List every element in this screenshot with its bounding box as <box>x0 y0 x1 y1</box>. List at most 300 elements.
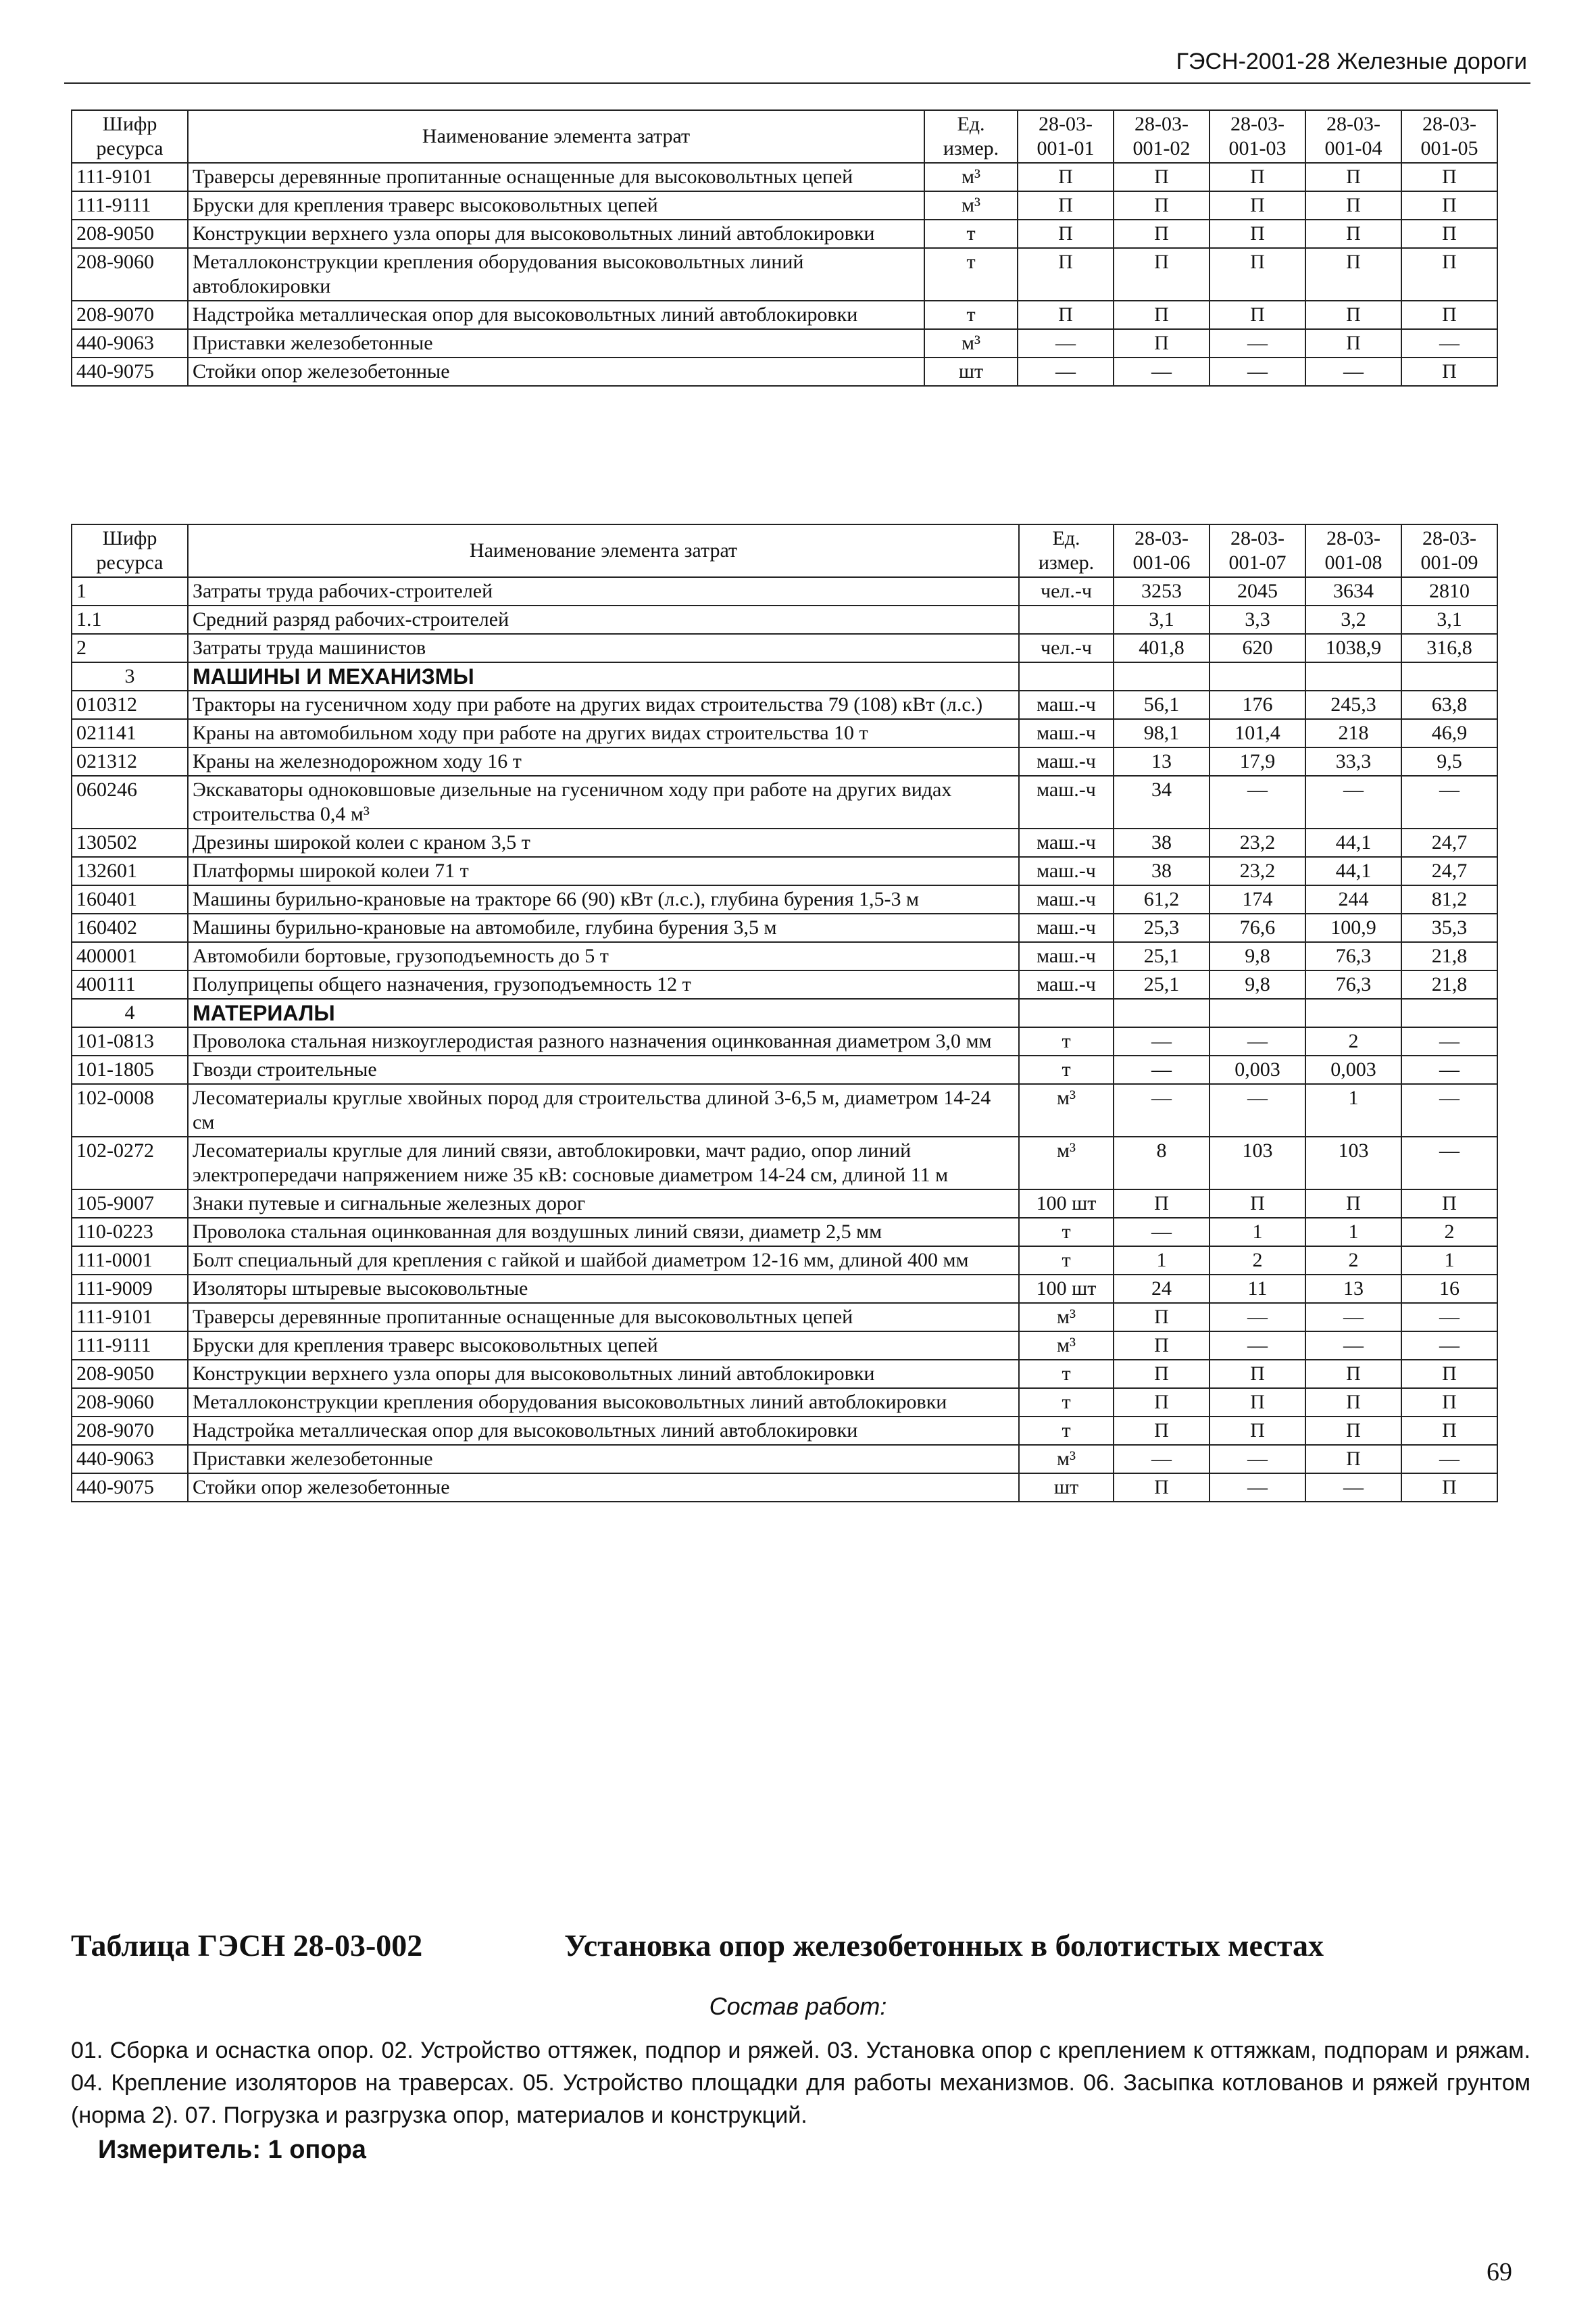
col-header-norm: 28-03-001-05 <box>1401 110 1497 163</box>
norm-value: П <box>1305 220 1401 248</box>
resource-name: Траверсы деревянные пропитанные оснащенные для высоковольтных цепей <box>188 163 924 191</box>
table-row <box>72 857 1497 885</box>
resource-code: 110-0223 <box>72 1218 188 1246</box>
norm-value: П <box>1401 358 1497 386</box>
resource-name: Проволока стальная низкоуглеродистая разного назначения оцинкованная диаметром 3,0 мм <box>188 1027 1019 1056</box>
page-number: 69 <box>1487 2258 1512 2286</box>
table-row <box>72 942 1497 970</box>
norm-value: 401,8 <box>1114 634 1210 662</box>
table-row <box>72 248 1497 301</box>
norm-value: — <box>1114 358 1210 386</box>
resource-code: 400111 <box>72 970 188 999</box>
norm-value: П <box>1401 1417 1497 1445</box>
norm-value: — <box>1305 1303 1401 1331</box>
resource-name: Стойки опор железобетонные <box>188 358 924 386</box>
norm-value: П <box>1114 1189 1210 1218</box>
norm-value: 244 <box>1305 885 1401 914</box>
norm-value: 9,8 <box>1210 942 1305 970</box>
norm-value: П <box>1305 1360 1401 1388</box>
norm-value: 2 <box>1305 1246 1401 1275</box>
table-row <box>72 1137 1497 1189</box>
table-row <box>72 1218 1497 1246</box>
resource-code: 111-9101 <box>72 1303 188 1331</box>
unit-cell: чел.-ч <box>1019 577 1114 606</box>
table-caption <box>71 1927 1530 1963</box>
table-row <box>72 970 1497 999</box>
unit-cell: м³ <box>924 163 1018 191</box>
norm-value: П <box>1018 163 1114 191</box>
resource-code: 111-9009 <box>72 1275 188 1303</box>
resource-name: Гвозди строительные <box>188 1056 1019 1084</box>
norm-value: — <box>1401 1027 1497 1056</box>
norm-value: 24 <box>1114 1275 1210 1303</box>
norm-value: 1 <box>1114 1246 1210 1275</box>
resource-name: Краны на автомобильном ходу при работе на других видах строительства 10 т <box>188 719 1019 747</box>
unit-cell <box>1019 606 1114 634</box>
resource-code: 440-9075 <box>72 1473 188 1502</box>
norm-value: П <box>1018 220 1114 248</box>
resource-code: 010312 <box>72 691 188 719</box>
unit-cell: т <box>924 248 1018 301</box>
resource-code: 101-1805 <box>72 1056 188 1084</box>
resource-code: 400001 <box>72 942 188 970</box>
norm-value: — <box>1305 358 1401 386</box>
resource-name: Дрезины широкой колеи с краном 3,5 т <box>188 829 1019 857</box>
resource-name: Тракторы на гусеничном ходу при работе на других видах строительства 79 (108) кВт (л.с.) <box>188 691 1019 719</box>
norm-value: П <box>1305 191 1401 220</box>
table-header-row <box>72 524 1497 577</box>
norm-value <box>1401 999 1497 1027</box>
unit-cell: м³ <box>1019 1303 1114 1331</box>
resource-code: 111-0001 <box>72 1246 188 1275</box>
norm-value: 44,1 <box>1305 857 1401 885</box>
norm-value: 2 <box>1401 1218 1497 1246</box>
norm-value: 34 <box>1114 776 1210 829</box>
table-row <box>72 358 1497 386</box>
norm-value: П <box>1114 220 1210 248</box>
table-row <box>72 577 1497 606</box>
norm-value: 3,1 <box>1114 606 1210 634</box>
measure-unit: Измеритель: 1 опора <box>98 2136 366 2164</box>
unit-cell: маш.-ч <box>1019 691 1114 719</box>
caption-title: Установка опор железобетонных в болотистых местах <box>564 1928 1324 1963</box>
table-row <box>72 1473 1497 1502</box>
norm-value: — <box>1210 1084 1305 1137</box>
norm-value: 1038,9 <box>1305 634 1401 662</box>
norm-value: — <box>1210 1303 1305 1331</box>
unit-cell: 100 шт <box>1019 1189 1114 1218</box>
norm-value: 218 <box>1305 719 1401 747</box>
norm-value: П <box>1114 301 1210 329</box>
table-row <box>72 776 1497 829</box>
norm-value: П <box>1114 329 1210 358</box>
norm-value: П <box>1305 1445 1401 1473</box>
works-heading: Состав работ: <box>709 1992 887 2020</box>
table-row <box>72 1189 1497 1218</box>
resource-table-1 <box>71 109 1498 387</box>
norm-value: П <box>1114 191 1210 220</box>
norm-value: П <box>1114 163 1210 191</box>
resource-code: 160401 <box>72 885 188 914</box>
norm-value: П <box>1401 191 1497 220</box>
norm-value: 176 <box>1210 691 1305 719</box>
table-row <box>72 1303 1497 1331</box>
norm-value: П <box>1401 1360 1497 1388</box>
norm-value: 1 <box>1305 1084 1401 1137</box>
resource-name: Средний разряд рабочих-строителей <box>188 606 1019 634</box>
unit-cell: м³ <box>924 329 1018 358</box>
norm-value: П <box>1114 1473 1210 1502</box>
resource-name: Приставки железобетонные <box>188 329 924 358</box>
unit-cell: 100 шт <box>1019 1275 1114 1303</box>
works-description: 01. Сборка и оснастка опор. 02. Устройство оттяжек, подпор и ряжей. 03. Установка опор с креплением к оттяжкам, подпорам и ряжам. 04. Крепление изоляторов на траверсах. 05. Устройство площадки для работы механизмов. 06. Засыпка котлованов и ряжей грунтом (норма 2). 07. Погрузка и разгрузка опор, материалов и конструкций. <box>71 2038 1530 2128</box>
unit-cell <box>1019 999 1114 1027</box>
norm-value: 25,3 <box>1114 914 1210 942</box>
norm-value: — <box>1401 1137 1497 1189</box>
caption-label: Таблица ГЭСН 28-03-002 <box>71 1928 423 1963</box>
resource-name: Конструкции верхнего узла опоры для высоковольтных линий автоблокировки <box>188 220 924 248</box>
norm-value: 9,5 <box>1401 747 1497 776</box>
norm-value: — <box>1018 358 1114 386</box>
table-row <box>72 1246 1497 1275</box>
norm-value: П <box>1210 163 1305 191</box>
norm-value <box>1210 662 1305 691</box>
unit-cell: маш.-ч <box>1019 719 1114 747</box>
resource-code: 111-9111 <box>72 1331 188 1360</box>
norm-value: П <box>1210 191 1305 220</box>
resource-code: 440-9063 <box>72 1445 188 1473</box>
table-row <box>72 1445 1497 1473</box>
resource-code: 060246 <box>72 776 188 829</box>
table-row <box>72 191 1497 220</box>
col-header-norm: 28-03-001-04 <box>1305 110 1401 163</box>
table-row <box>72 1360 1497 1388</box>
norm-value <box>1401 662 1497 691</box>
norm-value: 76,6 <box>1210 914 1305 942</box>
unit-cell: т <box>1019 1056 1114 1084</box>
norm-value: 316,8 <box>1401 634 1497 662</box>
col-header-name: Наименование элемента затрат <box>188 524 1019 577</box>
resource-name: Экскаваторы одноковшовые дизельные на гусеничном ходу при работе на других видах строительства 0,4 м³ <box>188 776 1019 829</box>
table-body <box>72 163 1497 386</box>
table-row <box>72 1084 1497 1137</box>
resource-code: 130502 <box>72 829 188 857</box>
table-row <box>72 1331 1497 1360</box>
col-header-norm: 28-03-001-07 <box>1210 524 1305 577</box>
norm-value: 620 <box>1210 634 1305 662</box>
resource-name: Болт специальный для крепления с гайкой и шайбой диаметром 12-16 мм, длиной 400 мм <box>188 1246 1019 1275</box>
resource-name: Краны на железнодорожном ходу 16 т <box>188 747 1019 776</box>
norm-value: П <box>1401 301 1497 329</box>
resource-name: Бруски для крепления траверс высоковольтных цепей <box>188 1331 1019 1360</box>
col-header-norm: 28-03-001-01 <box>1018 110 1114 163</box>
unit-cell: м³ <box>1019 1137 1114 1189</box>
resource-name: Машины бурильно-крановые на автомобиле, глубина бурения 3,5 м <box>188 914 1019 942</box>
norm-value: П <box>1210 1189 1305 1218</box>
col-header-norm: 28-03-001-06 <box>1114 524 1210 577</box>
norm-value: П <box>1114 248 1210 301</box>
norm-value: 2 <box>1210 1246 1305 1275</box>
resource-name: Надстройка металлическая опор для высоковольтных линий автоблокировки <box>188 1417 1019 1445</box>
resource-name: Металлоконструкции крепления оборудования высоковольтных линий автоблокировки <box>188 1388 1019 1417</box>
col-header-norm: 28-03-001-08 <box>1305 524 1401 577</box>
unit-cell: чел.-ч <box>1019 634 1114 662</box>
resource-code: 021141 <box>72 719 188 747</box>
norm-value <box>1114 662 1210 691</box>
norm-value: 38 <box>1114 829 1210 857</box>
norm-value: — <box>1401 1303 1497 1331</box>
norm-value: П <box>1401 1189 1497 1218</box>
resource-name: Стойки опор железобетонные <box>188 1473 1019 1502</box>
unit-cell: маш.-ч <box>1019 776 1114 829</box>
resource-code: 208-9060 <box>72 1388 188 1417</box>
table-row <box>72 301 1497 329</box>
running-header: ГЭСН-2001-28 Железные дороги <box>1176 49 1527 74</box>
norm-value: 61,2 <box>1114 885 1210 914</box>
norm-value: 35,3 <box>1401 914 1497 942</box>
norm-value: П <box>1114 1388 1210 1417</box>
norm-value: — <box>1210 329 1305 358</box>
resource-code: 208-9050 <box>72 1360 188 1388</box>
norm-value: 17,9 <box>1210 747 1305 776</box>
table-row <box>72 914 1497 942</box>
resource-code: 132601 <box>72 857 188 885</box>
norm-value: 2 <box>1305 1027 1401 1056</box>
header-rule <box>64 82 1530 84</box>
norm-value: П <box>1210 220 1305 248</box>
resource-name: Приставки железобетонные <box>188 1445 1019 1473</box>
norm-value: — <box>1210 1331 1305 1360</box>
resource-name: Машины бурильно-крановые на тракторе 66 (90) кВт (л.с.), глубина бурения 1,5-3 м <box>188 885 1019 914</box>
norm-value: 3,1 <box>1401 606 1497 634</box>
resource-code: 208-9070 <box>72 1417 188 1445</box>
table-row <box>72 691 1497 719</box>
norm-value: П <box>1114 1331 1210 1360</box>
norm-value: П <box>1210 1417 1305 1445</box>
col-header-code: Шифр ресурса <box>72 524 188 577</box>
norm-value: П <box>1114 1360 1210 1388</box>
resource-table-2 <box>71 524 1498 1502</box>
table-row <box>72 1056 1497 1084</box>
norm-value: П <box>1018 301 1114 329</box>
col-header-norm: 28-03-001-03 <box>1210 110 1305 163</box>
norm-value <box>1305 999 1401 1027</box>
norm-value: — <box>1114 1056 1210 1084</box>
resource-code: 2 <box>72 634 188 662</box>
unit-cell: м³ <box>1019 1084 1114 1137</box>
norm-value: П <box>1305 248 1401 301</box>
resource-name: Траверсы деревянные пропитанные оснащенные для высоковольтных цепей <box>188 1303 1019 1331</box>
norm-value: 76,3 <box>1305 942 1401 970</box>
norm-value: — <box>1210 358 1305 386</box>
resource-code: 111-9101 <box>72 163 188 191</box>
norm-value: 0,003 <box>1210 1056 1305 1084</box>
resource-code: 101-0813 <box>72 1027 188 1056</box>
norm-value: — <box>1401 1445 1497 1473</box>
unit-cell: маш.-ч <box>1019 942 1114 970</box>
col-header-name: Наименование элемента затрат <box>188 110 924 163</box>
table-row <box>72 829 1497 857</box>
norm-value: 25,1 <box>1114 970 1210 999</box>
resource-code: 440-9075 <box>72 358 188 386</box>
norm-value: П <box>1401 1388 1497 1417</box>
norm-value: — <box>1210 1445 1305 1473</box>
norm-value: — <box>1305 1331 1401 1360</box>
norm-value: — <box>1401 1084 1497 1137</box>
resource-name: Платформы широкой колеи 71 т <box>188 857 1019 885</box>
norm-value: 24,7 <box>1401 857 1497 885</box>
norm-value: П <box>1210 301 1305 329</box>
norm-value: — <box>1210 1027 1305 1056</box>
table-row <box>72 329 1497 358</box>
norm-value: 9,8 <box>1210 970 1305 999</box>
norm-value: 3,3 <box>1210 606 1305 634</box>
unit-cell: т <box>1019 1246 1114 1275</box>
norm-value <box>1114 999 1210 1027</box>
norm-value: — <box>1305 776 1401 829</box>
resource-code: 440-9063 <box>72 329 188 358</box>
norm-value: — <box>1114 1084 1210 1137</box>
norm-value: 1 <box>1305 1218 1401 1246</box>
resource-code: 208-9050 <box>72 220 188 248</box>
norm-value: 44,1 <box>1305 829 1401 857</box>
norm-value: П <box>1401 163 1497 191</box>
table-row <box>72 885 1497 914</box>
resource-name: Металлоконструкции крепления оборудования высоковольтных линий автоблокировки <box>188 248 924 301</box>
norm-value: — <box>1114 1027 1210 1056</box>
norm-value: — <box>1018 329 1114 358</box>
resource-code: 1 <box>72 577 188 606</box>
norm-value: 245,3 <box>1305 691 1401 719</box>
unit-cell: т <box>1019 1218 1114 1246</box>
norm-value: 21,8 <box>1401 942 1497 970</box>
norm-value: П <box>1305 301 1401 329</box>
unit-cell: маш.-ч <box>1019 747 1114 776</box>
section-row <box>72 662 1497 691</box>
resource-name: Знаки путевые и сигнальные железных дорог <box>188 1189 1019 1218</box>
resource-name: Проволока стальная оцинкованная для воздушных линий связи, диаметр 2,5 мм <box>188 1218 1019 1246</box>
norm-value: 38 <box>1114 857 1210 885</box>
section-row <box>72 999 1497 1027</box>
table-body <box>72 577 1497 1502</box>
resource-code: 208-9060 <box>72 248 188 301</box>
norm-value: — <box>1305 1473 1401 1502</box>
norm-value: 1 <box>1401 1246 1497 1275</box>
table-row <box>72 719 1497 747</box>
unit-cell: маш.-ч <box>1019 970 1114 999</box>
norm-value: 101,4 <box>1210 719 1305 747</box>
norm-value: 46,9 <box>1401 719 1497 747</box>
resource-name: МАШИНЫ И МЕХАНИЗМЫ <box>188 662 1019 691</box>
norm-value: 8 <box>1114 1137 1210 1189</box>
norm-value: 2045 <box>1210 577 1305 606</box>
norm-value: П <box>1305 1388 1401 1417</box>
col-header-code: Шифр ресурса <box>72 110 188 163</box>
resource-name: Конструкции верхнего узла опоры для высоковольтных линий автоблокировки <box>188 1360 1019 1388</box>
norm-value: 0,003 <box>1305 1056 1401 1084</box>
unit-cell: т <box>924 220 1018 248</box>
unit-cell: т <box>924 301 1018 329</box>
unit-cell: маш.-ч <box>1019 914 1114 942</box>
table-row <box>72 747 1497 776</box>
norm-value: П <box>1305 329 1401 358</box>
resource-name: Надстройка металлическая опор для высоковольтных линий автоблокировки <box>188 301 924 329</box>
table-row <box>72 1027 1497 1056</box>
resource-name: Автомобили бортовые, грузоподъемность до 5 т <box>188 942 1019 970</box>
norm-value: П <box>1401 220 1497 248</box>
resource-code: 021312 <box>72 747 188 776</box>
resource-code: 102-0272 <box>72 1137 188 1189</box>
resource-code: 1.1 <box>72 606 188 634</box>
table-row <box>72 1417 1497 1445</box>
unit-cell: т <box>1019 1360 1114 1388</box>
norm-value: — <box>1401 1331 1497 1360</box>
norm-value: 56,1 <box>1114 691 1210 719</box>
norm-value: 100,9 <box>1305 914 1401 942</box>
norm-value: 23,2 <box>1210 829 1305 857</box>
norm-value: 11 <box>1210 1275 1305 1303</box>
norm-value: — <box>1114 1445 1210 1473</box>
resource-name: МАТЕРИАЛЫ <box>188 999 1019 1027</box>
unit-cell <box>1019 662 1114 691</box>
unit-cell: маш.-ч <box>1019 829 1114 857</box>
norm-value: 98,1 <box>1114 719 1210 747</box>
norm-value: 25,1 <box>1114 942 1210 970</box>
norm-value: — <box>1401 329 1497 358</box>
unit-cell: т <box>1019 1417 1114 1445</box>
table-row <box>72 634 1497 662</box>
norm-value: 33,3 <box>1305 747 1401 776</box>
norm-value: 23,2 <box>1210 857 1305 885</box>
resource-code: 208-9070 <box>72 301 188 329</box>
resource-name: Лесоматериалы круглые для линий связи, автоблокировки, мачт радио, опор линий электропередачи напряжением ниже 35 кВ: сосновые диаметром 14-24 см, длиной 11 м <box>188 1137 1019 1189</box>
table-row <box>72 1275 1497 1303</box>
norm-value: 76,3 <box>1305 970 1401 999</box>
norm-value: 2810 <box>1401 577 1497 606</box>
table-row <box>72 163 1497 191</box>
resource-name: Бруски для крепления траверс высоковольтных цепей <box>188 191 924 220</box>
norm-value: 103 <box>1210 1137 1305 1189</box>
norm-value: П <box>1114 1417 1210 1445</box>
norm-value: 103 <box>1305 1137 1401 1189</box>
unit-cell: м³ <box>1019 1445 1114 1473</box>
norm-value: П <box>1018 248 1114 301</box>
resource-code: 102-0008 <box>72 1084 188 1137</box>
resource-name: Затраты труда машинистов <box>188 634 1019 662</box>
col-header-norm: 28-03-001-09 <box>1401 524 1497 577</box>
resource-name: Лесоматериалы круглые хвойных пород для строительства длиной 3-6,5 м, диаметром 14-24 см <box>188 1084 1019 1137</box>
resource-name: Затраты труда рабочих-строителей <box>188 577 1019 606</box>
norm-value: — <box>1210 1473 1305 1502</box>
col-header-unit: Ед. измер. <box>924 110 1018 163</box>
resource-code: 4 <box>72 999 188 1027</box>
norm-value: П <box>1401 248 1497 301</box>
unit-cell: м³ <box>1019 1331 1114 1360</box>
norm-value: 3,2 <box>1305 606 1401 634</box>
unit-cell: т <box>1019 1027 1114 1056</box>
norm-value: 3634 <box>1305 577 1401 606</box>
norm-value: П <box>1305 1189 1401 1218</box>
norm-value: 13 <box>1305 1275 1401 1303</box>
unit-cell: м³ <box>924 191 1018 220</box>
norm-value: — <box>1401 1056 1497 1084</box>
norm-value: П <box>1305 1417 1401 1445</box>
resource-code: 3 <box>72 662 188 691</box>
norm-value: 1 <box>1210 1218 1305 1246</box>
norm-value: — <box>1114 1218 1210 1246</box>
norm-value: 21,8 <box>1401 970 1497 999</box>
table-row <box>72 606 1497 634</box>
